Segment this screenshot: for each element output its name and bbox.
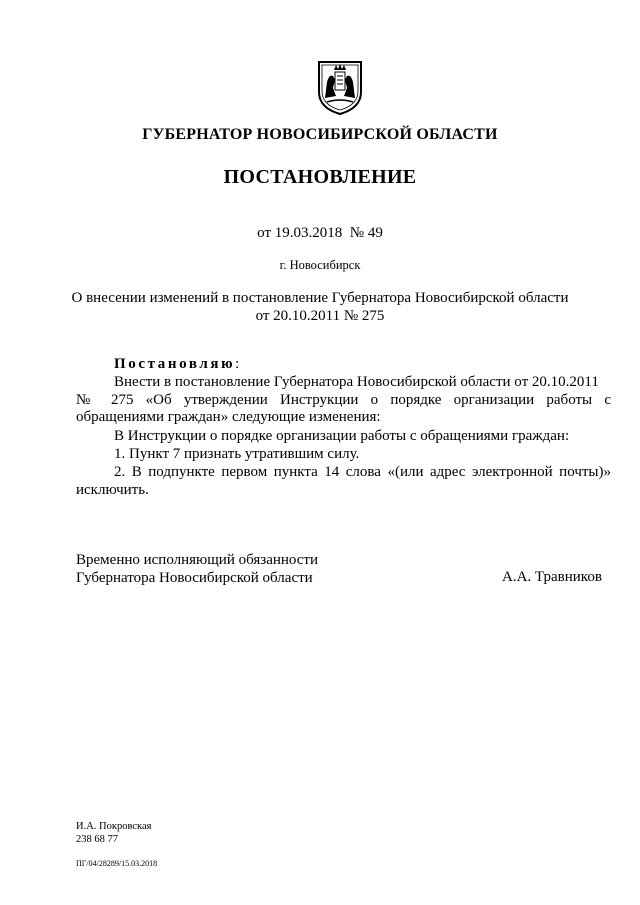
- paragraph-1-rest: № 275 «Об утверждении Инструкции о порядке организации работы с обращениями граждан» следующие изменения:: [76, 391, 611, 425]
- paragraph-1-line-1: Внести в постановление Губернатора Новосибирской области от 20.10.2011: [114, 374, 599, 390]
- document-date-number: от 19.03.2018 № 49: [257, 225, 383, 241]
- registration-number: ПГ/04/28289/15.03.2018: [76, 859, 158, 868]
- paragraph-2: В Инструкции о порядке организации работы с обращениями граждан:: [114, 428, 570, 444]
- list-item-2: 2. В подпункте первом пункта 14 слова «(или адрес электронной почты)» исключить.: [76, 464, 611, 498]
- organization-title: ГУБЕРНАТОР НОВОСИБИРСКОЙ ОБЛАСТИ: [142, 126, 498, 143]
- signatory-position: [76, 551, 318, 587]
- signatory-position-line-1: Временно исполняющий обязанности: [76, 552, 319, 568]
- document-type-title: ПОСТАНОВЛЕНИЕ: [223, 166, 417, 188]
- signatory-position-line-2: Губернатора Новосибирской области: [76, 570, 313, 586]
- decree-word: Постановляю: [114, 356, 236, 372]
- coat-of-arms-icon: [315, 58, 365, 116]
- subject-line-1: О внесении изменений в постановление Губернатора Новосибирской области: [71, 290, 569, 306]
- executor-info: [76, 820, 151, 846]
- decree-heading: [76, 356, 611, 374]
- list-item-1: 1. Пункт 7 признать утратившим силу.: [114, 446, 360, 462]
- executor-name: И.А. Покровская: [76, 821, 152, 832]
- document-city: г. Новосибирск: [279, 258, 361, 272]
- decree-colon: :: [235, 356, 240, 372]
- executor-phone: 238 68 77: [76, 834, 118, 845]
- subject-line-2: от 20.10.2011 № 275: [255, 308, 385, 324]
- paragraph-1: [76, 374, 611, 427]
- document-subject: [0, 289, 640, 325]
- signatory-name: А.А. Травников: [502, 569, 602, 585]
